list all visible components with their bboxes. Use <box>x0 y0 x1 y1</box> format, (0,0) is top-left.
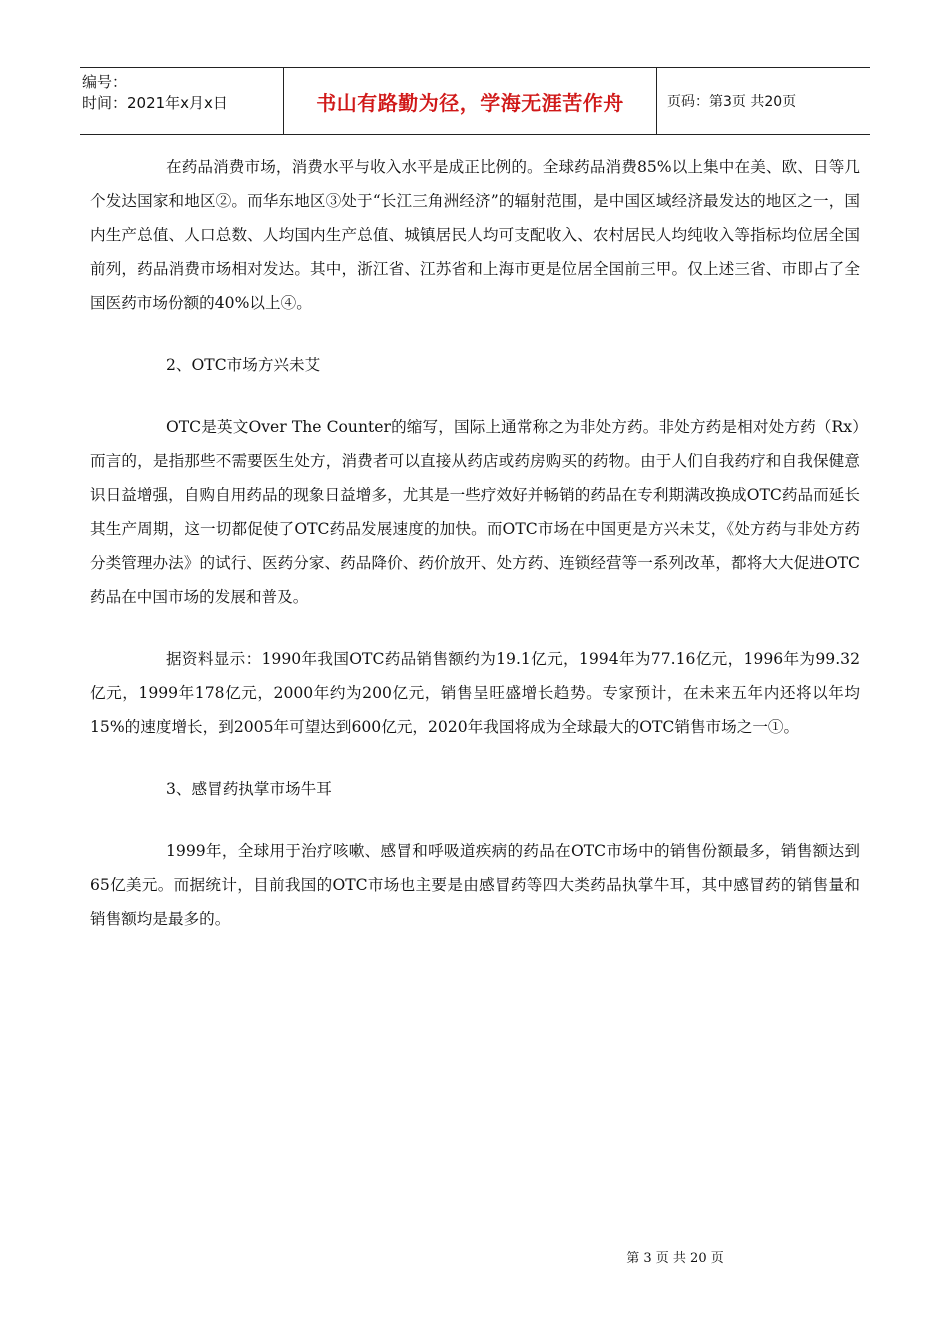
page-footer <box>0 1247 950 1266</box>
header-motto: 书山有路勤为径，学海无涯苦作舟 <box>284 68 657 134</box>
page-header <box>80 67 870 135</box>
header-meta <box>80 68 284 134</box>
paragraph-otc-definition: OTC是英文Over The Counter的缩写，国际上通常称之为非处方药。非处方药是相对处方药（Rx）而言的，是指那些不需要医生处方，消费者可以直接从药店或药房购买的药物。由于人们自我药疗和自我保健意识日益增强，自购自用药品的现象日益增多，尤其是一些疗效好并畅销的药品在专利期满改换成OTC药品而延长其生产周期，这一切都促使了OTC药品发展速度的加快。而OTC市场在中国更是方兴未艾，《处方药与非处方药分类管理办法》的试行、医药分家、药品降价、药价放开、处方药、连锁经营等一系列改革，都将大大促进OTC药品在中国市场的发展和普及。 <box>90 418 860 606</box>
header-page-info: 页码：第3页 共20页 <box>667 94 797 110</box>
paragraph-cold-medicine: 1999年，全球用于治疗咳嗽、感冒和呼吸道疾病的药品在OTC市场中的销售份额最多，销售额达到65亿美元。而据统计，目前我国的OTC市场也主要是由感冒药等四大类药品执掌牛耳，其中感冒药的销售量和销售额均是最多的。 <box>90 842 860 928</box>
document-body <box>90 150 860 964</box>
footer-page-number: 第 3 页 共 20 页 <box>626 1251 724 1266</box>
section-heading-cold-medicine: 3、感冒药执掌市场牛耳 <box>166 780 332 798</box>
section-heading-otc: 2、OTC市场方兴未艾 <box>166 356 321 374</box>
paragraph-drug-consumption: 在药品消费市场，消费水平与收入水平是成正比例的。全球药品消费85%以上集中在美、欧、日等几个发达国家和地区②。而华东地区③处于“长江三角洲经济”的辐射范围，是中国区域经济最发达的地区之一，国内生产总值、人口总数、人均国内生产总值、城镇居民人均可支配收入、农村居民人均纯收入等指标均位居全国前列，药品消费市场相对发达。其中，浙江省、江苏省和上海市更是位居全国前三甲。仅上述三省、市即占了全国医药市场份额的40%以上④。 <box>90 158 860 312</box>
document-number-label: 编号： <box>82 73 128 91</box>
paragraph-otc-sales-data: 据资料显示：1990年我国OTC药品销售额约为19.1亿元，1994年为77.16亿元，1996年为99.32亿元，1999年178亿元，2000年约为200亿元，销售呈旺盛增长趋势。专家预计，在未来五年内还将以年均15%的速度增长，到2005年可望达到600亿元，2020年我国将成为全球最大的OTC销售市场之一①。 <box>90 650 860 736</box>
document-time-label: 时间：2021年x月x日 <box>82 94 228 112</box>
